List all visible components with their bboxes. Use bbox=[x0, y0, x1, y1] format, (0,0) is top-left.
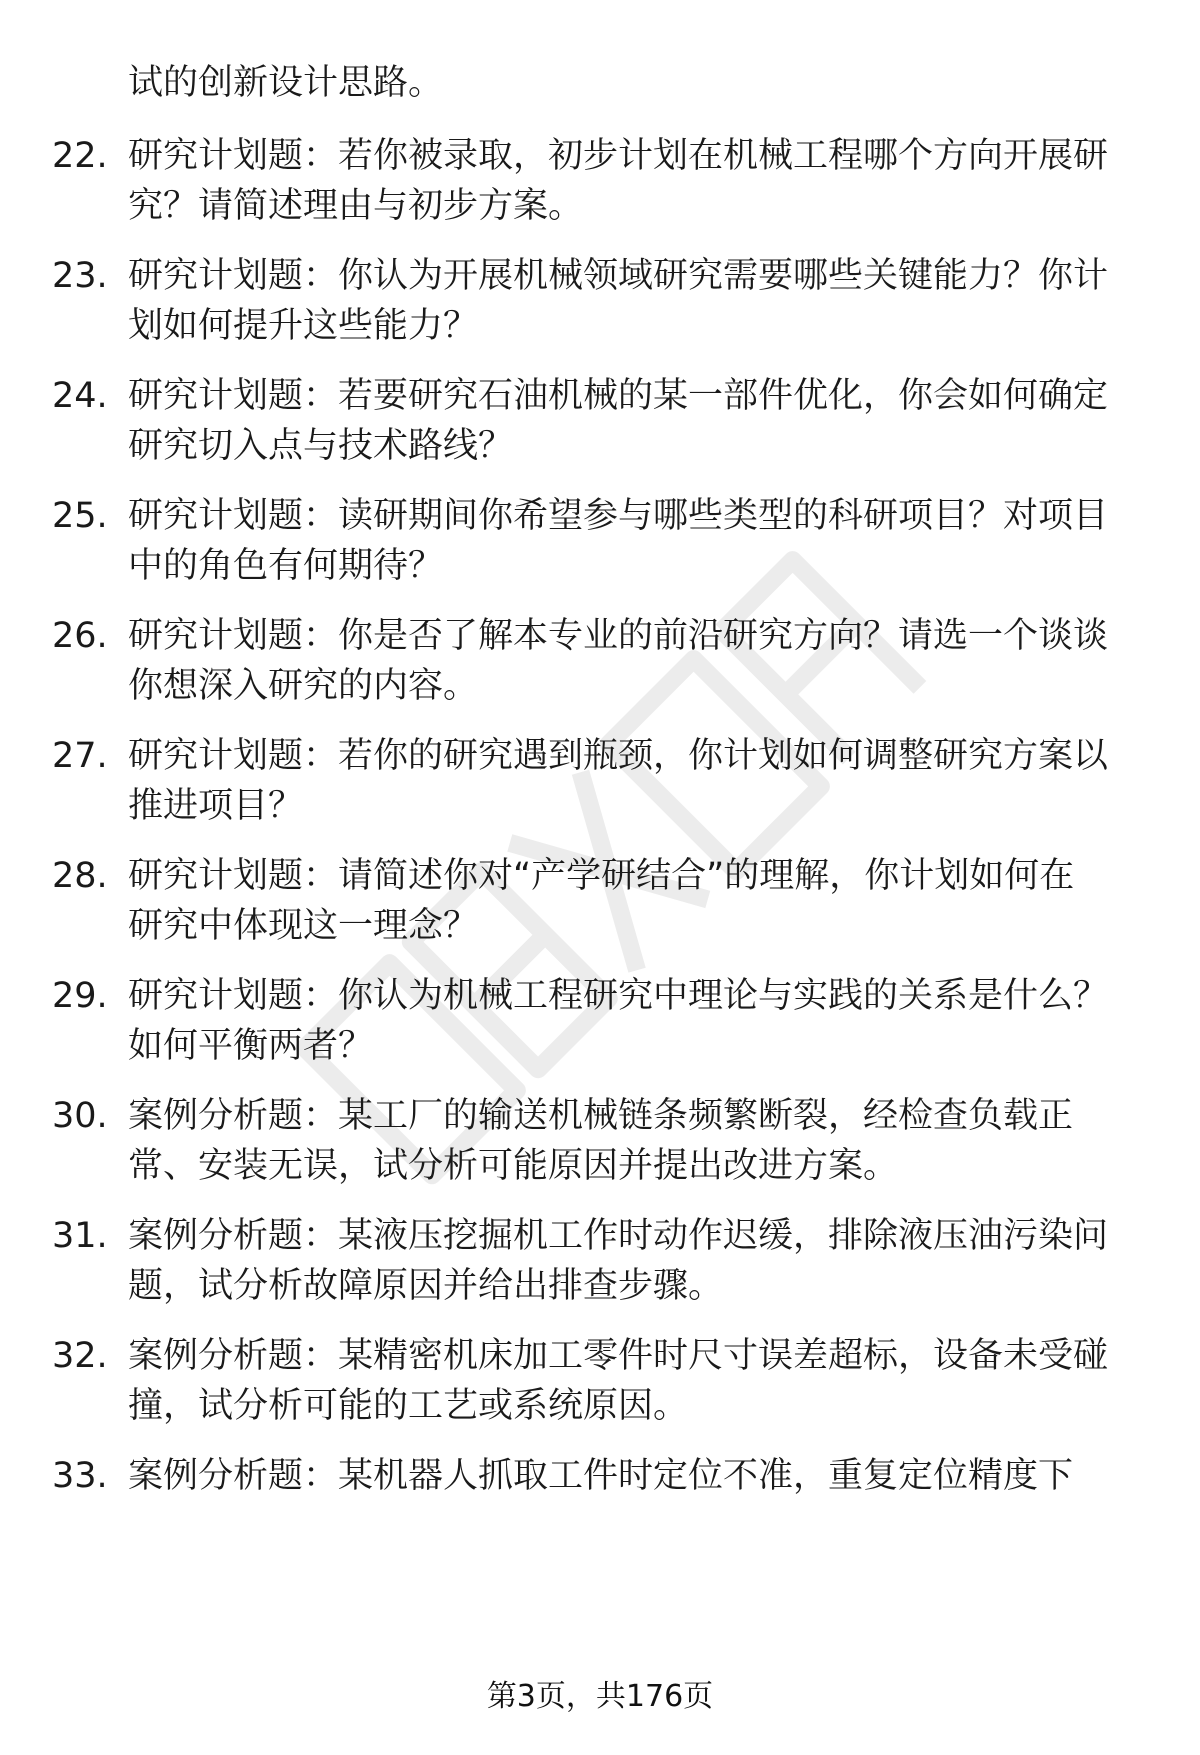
question-text-line1: 案例分析题：某机器人抓取工件时定位不准，重复定位精度下 bbox=[128, 1456, 1074, 1496]
question-text-line1: 研究计划题：请简述你对“产学研结合”的理解，你计划如何在 bbox=[128, 856, 1075, 896]
question-text-line2: 如何平衡两者？ bbox=[128, 1026, 374, 1066]
question-number: 26. bbox=[52, 616, 108, 656]
question-number: 25. bbox=[52, 496, 108, 536]
question-number: 24. bbox=[52, 376, 108, 416]
continuation-text: 试的创新设计思路。 bbox=[128, 63, 444, 103]
question-number: 32. bbox=[52, 1336, 108, 1376]
question-text-line2: 中的角色有何期待？ bbox=[128, 546, 444, 586]
question-number: 22. bbox=[52, 136, 108, 176]
question-text-line2: 研究中体现这一理念？ bbox=[128, 906, 479, 946]
question-text-line1: 研究计划题：读研期间你希望参与哪些类型的科研项目？对项目 bbox=[128, 496, 1109, 536]
question-text-line1: 案例分析题：某精密机床加工零件时尺寸误差超标，设备未受碰 bbox=[128, 1336, 1109, 1376]
page-footer: 第3页，共176页 bbox=[486, 1679, 714, 1714]
question-text-line2: 常、安装无误，试分析可能原因并提出改进方案。 bbox=[128, 1146, 899, 1186]
question-number: 27. bbox=[52, 736, 108, 776]
question-text-line2: 你想深入研究的内容。 bbox=[128, 666, 479, 706]
question-text-line2: 推进项目？ bbox=[128, 786, 304, 826]
question-text-line1: 研究计划题：你认为开展机械领域研究需要哪些关键能力？你计 bbox=[128, 256, 1109, 296]
question-text-line2: 题，试分析故障原因并给出排查步骤。 bbox=[128, 1266, 724, 1306]
question-number: 33. bbox=[52, 1456, 108, 1496]
question-text-line1: 案例分析题：某液压挖掘机工作时动作迟缓，排除液压油污染问 bbox=[128, 1216, 1109, 1256]
question-number: 30. bbox=[52, 1096, 108, 1136]
question-text-line2: 究？请简述理由与初步方案。 bbox=[128, 186, 584, 226]
question-number: 31. bbox=[52, 1216, 108, 1256]
question-text-line2: 划如何提升这些能力？ bbox=[128, 306, 479, 346]
question-text-line1: 研究计划题：若你的研究遇到瓶颈，你计划如何调整研究方案以 bbox=[128, 736, 1109, 776]
question-number: 23. bbox=[52, 256, 108, 296]
question-number: 28. bbox=[52, 856, 108, 896]
question-text-line2: 撞，试分析可能的工艺或系统原因。 bbox=[128, 1386, 689, 1426]
question-number: 29. bbox=[52, 976, 108, 1016]
question-text-line1: 研究计划题：你认为机械工程研究中理论与实践的关系是什么？ bbox=[128, 976, 1109, 1016]
question-text-line1: 研究计划题：若你被录取，初步计划在机械工程哪个方向开展研 bbox=[128, 136, 1109, 176]
question-text-line1: 研究计划题：你是否了解本专业的前沿研究方向？请选一个谈谈 bbox=[128, 616, 1109, 656]
question-text-line1: 研究计划题：若要研究石油机械的某一部件优化，你会如何确定 bbox=[128, 376, 1109, 416]
question-text-line2: 研究切入点与技术路线？ bbox=[128, 426, 514, 466]
question-text-line1: 案例分析题：某工厂的输送机械链条频繁断裂，经检查负载正 bbox=[128, 1096, 1074, 1136]
